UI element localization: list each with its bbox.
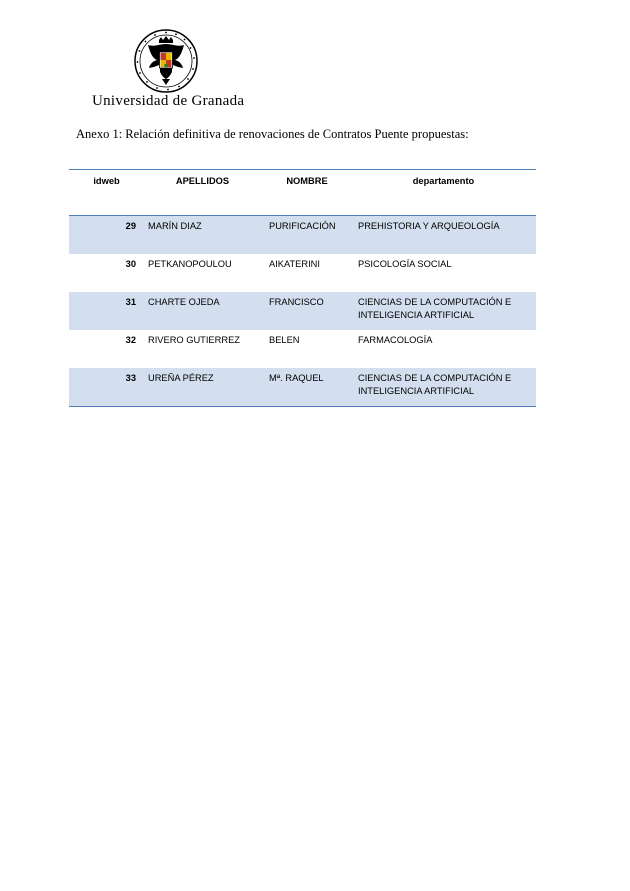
column-header-idweb: idweb <box>69 170 143 216</box>
column-header-nombre: NOMBRE <box>263 170 352 216</box>
cell-nombre: BELEN <box>269 335 300 345</box>
cell-departamento: CIENCIAS DE LA COMPUTACIÓN E INTELIGENCIA ARTIFICIAL <box>352 368 536 407</box>
table-row <box>69 330 536 368</box>
table-row <box>69 368 536 407</box>
cell-idweb: 30 <box>125 259 136 269</box>
renewals-table <box>69 169 536 407</box>
cell-apellidos: PETKANOPOULOU <box>148 259 232 269</box>
table-row <box>69 216 536 255</box>
intro-text: Anexo 1: Relación definitiva de renovaciones de Contratos Puente propuestas: <box>76 127 469 141</box>
cell-apellidos: CHARTE OJEDA <box>143 292 263 330</box>
cell-nombre: FRANCISCO <box>263 292 352 330</box>
table-row <box>69 254 536 292</box>
cell-nombre: PURIFICACIÓN <box>263 216 352 255</box>
university-crest-icon <box>133 28 199 94</box>
table-header-row <box>69 170 536 216</box>
column-header-apellidos: APELLIDOS <box>143 170 263 216</box>
table-row <box>69 292 536 330</box>
institution-name: Universidad de Granada <box>92 93 245 109</box>
cell-departamento: PSICOLOGÍA SOCIAL <box>358 259 452 269</box>
cell-apellidos: MARÍN DIAZ <box>143 216 263 255</box>
column-header-departamento: departamento <box>352 170 536 216</box>
cell-nombre: AIKATERINI <box>269 259 320 269</box>
cell-idweb: 31 <box>69 292 143 330</box>
cell-apellidos: RIVERO GUTIERREZ <box>148 335 240 345</box>
cell-idweb: 29 <box>69 216 143 255</box>
cell-idweb: 33 <box>69 368 143 407</box>
cell-idweb: 32 <box>125 335 136 345</box>
cell-departamento: FARMACOLOGÍA <box>358 335 433 345</box>
cell-departamento: CIENCIAS DE LA COMPUTACIÓN E INTELIGENCIA ARTIFICIAL <box>352 292 536 330</box>
cell-nombre: Mª. RAQUEL <box>263 368 352 407</box>
cell-departamento: PREHISTORIA Y ARQUEOLOGÍA <box>352 216 536 255</box>
cell-apellidos: UREÑA PÉREZ <box>143 368 263 407</box>
